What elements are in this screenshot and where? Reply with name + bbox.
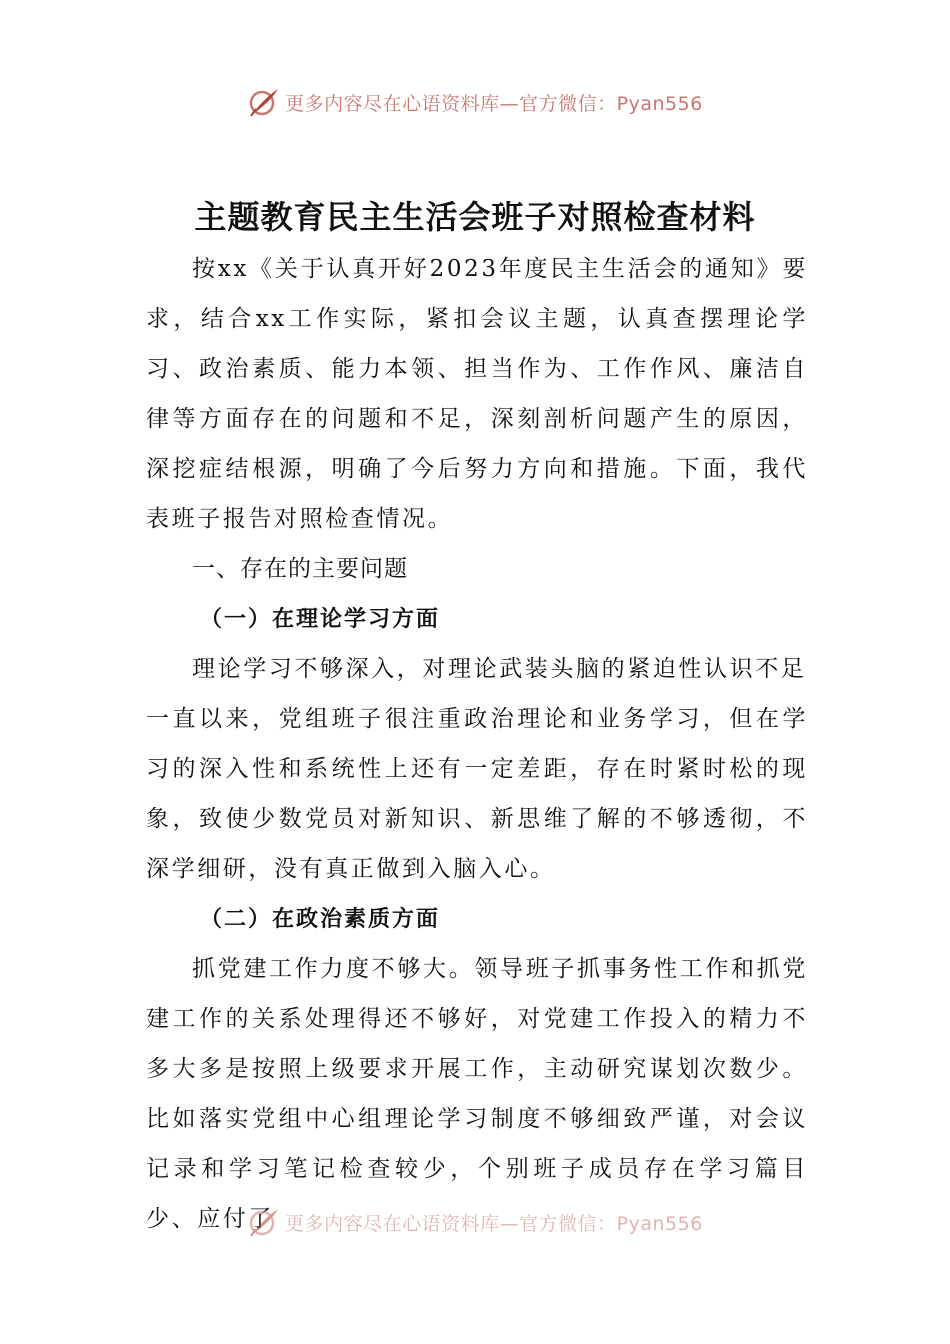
feather-logo-icon <box>247 85 281 119</box>
feather-logo-icon <box>247 1205 281 1239</box>
theory-study-lead-sentence: 理论学习不够深入，对理论武装头脑的紧迫性认识不足 <box>192 656 807 682</box>
document-title: 主题教育民主生活会班子对照检查材料 <box>194 198 756 236</box>
section-heading-main-problems: 一、存在的主要问题 <box>192 556 408 582</box>
intro-paragraph: 按xx《关于认真开好2023年度民主生活会的通知》要求，结合xx工作实际，紧扣会议主题，认真查摆理论学习、政治素质、能力本领、担当作为、工作作风、廉洁自律等方面存在的问题和不足，深刻剖析问题产生的原因，深挖症结根源，明确了今后努力方向和措施。下面，我代表班子报告对照检查情况。 <box>146 256 808 532</box>
political-quality-paragraph: 抓党建工作力度不够大。领导班子抓事务性工作和抓党建工作的关系处理得还不够好，对党建工作投入的精力不多大多是按照上级要求开展工作，主动研究谋划次数少。比如落实党组中心组理论学习制度不够细致严谨，对会议记录和学习笔记检查较少，个别班子成员存在学习篇目少、应付了 <box>146 956 808 1232</box>
document-body <box>146 244 808 1244</box>
watermark-footer <box>0 1202 950 1242</box>
subsection-heading-theory-study: （一）在理论学习方面 <box>200 606 441 632</box>
subsection-heading-political-quality: （二）在政治素质方面 <box>200 906 441 932</box>
watermark-text-footer: 更多内容尽在心语资料库—官方微信：Pyan556 <box>285 1212 703 1235</box>
watermark-text: 更多内容尽在心语资料库—官方微信：Pyan556 <box>285 92 703 115</box>
watermark-header <box>0 82 950 122</box>
theory-study-paragraph: 一直以来，党组班子很注重政治理论和业务学习，但在学习的深入性和系统性上还有一定差距，存在时紧时松的现象，致使少数党员对新知识、新思维了解的不够透彻，不深学细研，没有真正做到入脑入心。 <box>146 706 808 882</box>
